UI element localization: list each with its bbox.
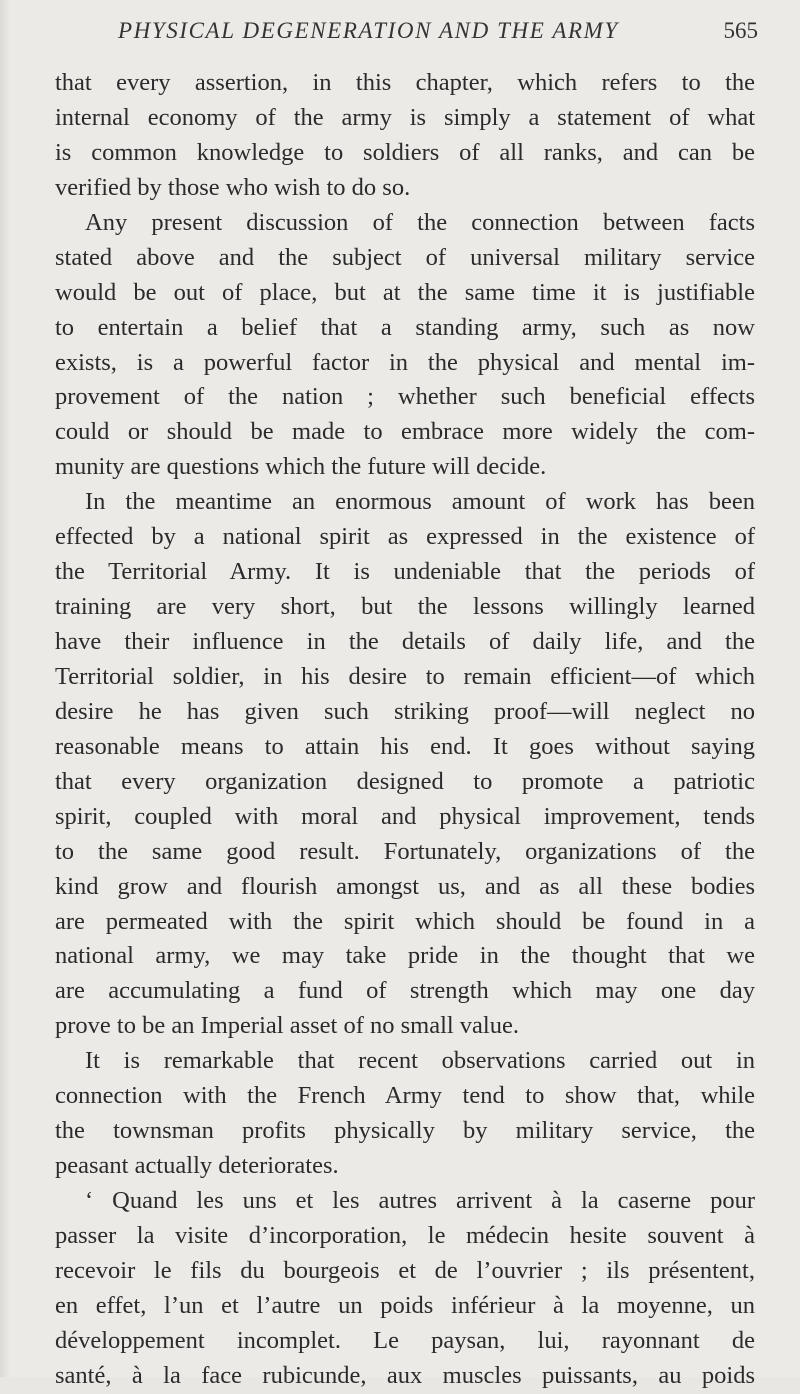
text-line: that every assertion, in this chapter, which refers to the — [55, 69, 755, 96]
text-line: reasonable means to attain his end. It goes without saying — [55, 732, 755, 760]
text-line: recevoir le fils du bourgeois et de l’ouvrier ; ils présentent, — [55, 1256, 755, 1284]
text-line: en effet, l’un et l’autre un poids inférieur à la moyenne, un — [55, 1291, 755, 1319]
text-line: national army, we may take pride in the thought that we — [55, 942, 755, 970]
text-line: could or should be made to embrace more widely the com- — [55, 418, 755, 446]
text-line: exists, is a powerful factor in the physical and mental im- — [55, 348, 755, 376]
running-title: PHYSICAL DEGENERATION AND THE ARMY — [118, 18, 619, 43]
text-line: training are very short, but the lessons willingly learned — [55, 593, 755, 621]
text-line: would be out of place, but at the same time it is justifiable — [55, 278, 755, 306]
text-line: Territorial soldier, in his desire to remain efficient—of which — [55, 662, 755, 690]
text-line: that every organization designed to promote a patriotic — [55, 767, 755, 795]
text-line: verified by those who wish to do so. — [55, 173, 411, 201]
text-line: connection with the French Army tend to show that, while — [55, 1082, 755, 1110]
text-line: ‘ Quand les uns et les autres arrivent à la caserne pour — [85, 1187, 755, 1214]
page-gutter-shadow — [0, 0, 10, 1377]
text-line: effected by a national spirit as expressed in the existence of — [55, 523, 755, 551]
text-line: have their influence in the details of daily life, and the — [55, 628, 755, 655]
text-line: kind grow and flourish amongst us, and as all these bodies — [55, 872, 755, 900]
text-line: to entertain a belief that a standing army, such as now — [55, 313, 755, 341]
text-line: are accumulating a fund of strength which may one day — [55, 977, 755, 1005]
text-line: the townsman profits physically by military service, the — [55, 1117, 755, 1145]
text-line: desire he has given such striking proof—will neglect no — [55, 697, 755, 725]
text-line: to the same good result. Fortunately, organizations of the — [55, 837, 755, 865]
text-line: the Territorial Army. It is undeniable that the periods of — [55, 558, 755, 586]
text-line: In the meantime an enormous amount of work has been — [85, 488, 755, 516]
text-line: spirit, coupled with moral and physical improvement, tends — [55, 802, 755, 830]
text-line: développement incomplet. Le paysan, lui, rayonnant de — [55, 1326, 755, 1354]
text-line: are permeated with the spirit which should be found in a — [55, 907, 755, 935]
text-line: stated above and the subject of universal military service — [55, 243, 755, 271]
text-line: Any present discussion of the connection between facts — [85, 208, 755, 236]
text-line: peasant actually deteriorates. — [55, 1152, 339, 1180]
text-line: is common knowledge to soldiers of all ranks, and can be — [55, 138, 755, 166]
text-line: provement of the nation ; whether such beneficial effects — [55, 383, 755, 411]
running-head — [118, 18, 758, 50]
text-line: internal economy of the army is simply a statement of what — [55, 103, 755, 131]
text-line: santé, à la face rubicunde, aux muscles puissants, au poids — [55, 1361, 755, 1389]
text-line: munity are questions which the future will decide. — [55, 453, 547, 481]
text-line: passer la visite d’incorporation, le médecin hesite souvent à — [55, 1221, 755, 1249]
text-line: prove to be an Imperial asset of no small value. — [55, 1012, 519, 1040]
text-line: It is remarkable that recent observations carried out in — [85, 1047, 755, 1075]
body-text — [55, 66, 755, 1394]
page-number: 565 — [723, 18, 758, 43]
